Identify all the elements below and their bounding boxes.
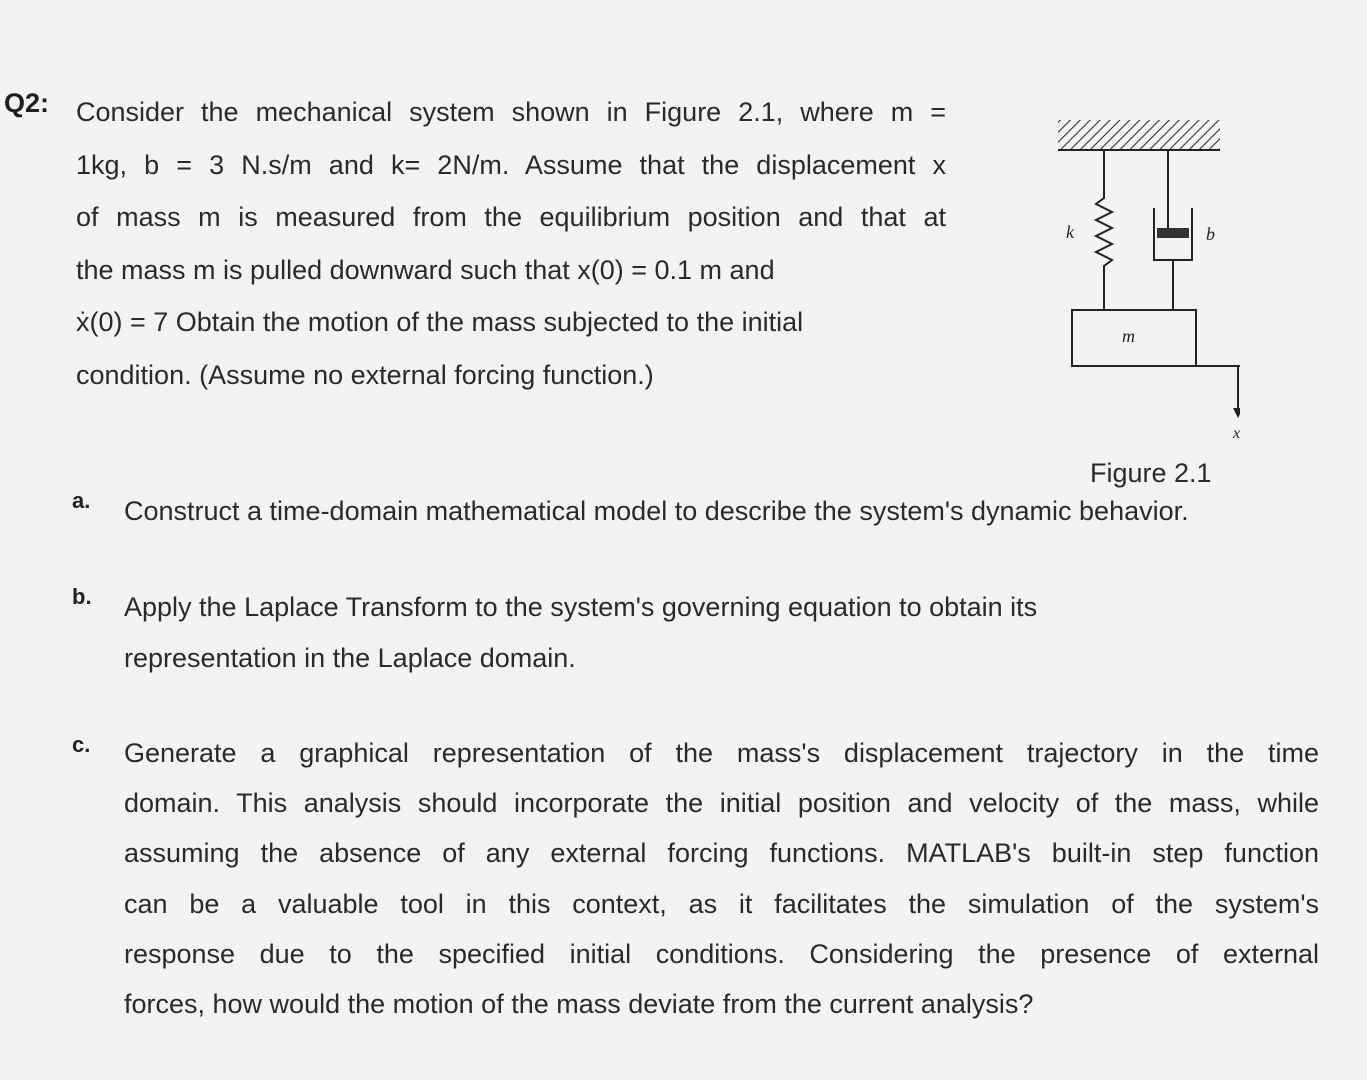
mass-label: m	[1122, 326, 1135, 346]
part-a-text	[124, 486, 1319, 537]
part-line: Construct a time-domain mathematical model to describe the system's dynamic behavior.	[124, 496, 1189, 526]
part-line: forces, how would the motion of the mass deviate from the current analysis?	[124, 989, 1034, 1020]
damper-label: b	[1206, 224, 1215, 244]
part-line: response due to the specified initial conditions. Considering the presence of external	[124, 938, 1319, 969]
mass-spring-damper-figure	[1040, 110, 1240, 450]
part-line: Apply the Laplace Transform to the system's governing equation to obtain its	[124, 592, 1038, 622]
intro-line: of mass m is measured from the equilibrium position and that at	[76, 202, 946, 232]
part-line: Generate a graphical representation of the mass's displacement trajectory in the time	[124, 738, 1319, 768]
damper-piston	[1157, 228, 1189, 238]
displacement-label: x	[1233, 425, 1240, 442]
spring-label: k	[1066, 222, 1074, 242]
ceiling-hatch	[1058, 120, 1220, 150]
intro-line: the mass m is pulled downward such that x(0) = 0.1 m and	[76, 254, 775, 285]
part-a-letter: a.	[72, 488, 91, 513]
intro-line: ẋ(0) = 7 Obtain the motion of the mass subjected to the initial	[76, 307, 804, 337]
displacement-arrow-head	[1233, 408, 1240, 418]
intro-line: 1kg, b = 3 N.s/m and k= 2N/m. Assume that the displacement x	[76, 149, 946, 180]
spring	[1096, 150, 1112, 310]
part-line: representation in the Laplace domain.	[124, 642, 576, 673]
intro-line: condition. (Assume no external forcing function.)	[76, 359, 654, 390]
question-number: Q2:	[4, 88, 50, 118]
part-c-letter: c.	[72, 732, 91, 757]
part-b-letter: b.	[72, 584, 92, 609]
part-line: can be a valuable tool in this context, as it facilitates the simulation of the system's	[124, 888, 1319, 919]
part-b-text	[124, 582, 1319, 683]
figure-caption: Figure 2.1	[1090, 458, 1212, 488]
part-line: domain. This analysis should incorporate the initial position and velocity of the mass, while	[124, 788, 1319, 819]
intro-line: Consider the mechanical system shown in Figure 2.1, where m =	[76, 97, 946, 127]
figure-drawing	[1040, 110, 1240, 450]
question-intro	[76, 86, 946, 401]
part-c-text	[124, 728, 1319, 1029]
part-line: assuming the absence of any external forcing functions. MATLAB's built-in step function	[124, 838, 1319, 869]
